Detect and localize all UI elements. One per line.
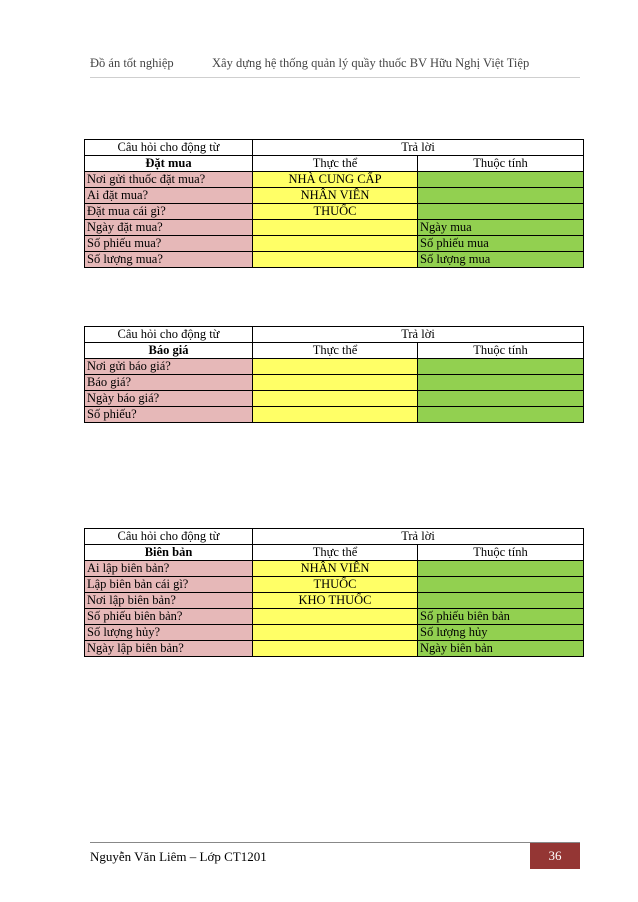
page-number: 36 (530, 843, 580, 869)
attribute-cell (418, 359, 584, 375)
entity-cell: NHÀ CUNG CẤP (253, 172, 418, 188)
attribute-cell: Ngày biên bản (418, 641, 584, 657)
attribute-cell (418, 577, 584, 593)
verb-table-bien-ban (84, 528, 584, 657)
table-row (85, 625, 584, 641)
attribute-cell (418, 593, 584, 609)
entity-cell: THUỐC (253, 204, 418, 220)
entity-cell (253, 609, 418, 625)
table-row (85, 593, 584, 609)
attribute-header: Thuộc tính (418, 545, 584, 561)
table-row (85, 252, 584, 268)
entity-cell (253, 252, 418, 268)
entity-header: Thực thể (253, 343, 418, 359)
question-cell: Ngày báo giá? (85, 391, 253, 407)
entity-cell: NHÂN VIÊN (253, 561, 418, 577)
entity-cell (253, 391, 418, 407)
attribute-cell: Số phiếu biên bản (418, 609, 584, 625)
attribute-cell: Số lượng mua (418, 252, 584, 268)
question-cell: Ngày lập biên bản? (85, 641, 253, 657)
entity-header: Thực thể (253, 156, 418, 172)
table-row (85, 407, 584, 423)
entity-cell (253, 641, 418, 657)
answer-header: Trả lời (253, 529, 584, 545)
attribute-cell (418, 375, 584, 391)
table-row (85, 220, 584, 236)
verb-label: Biên bản (85, 545, 253, 561)
verb-label: Báo giá (85, 343, 253, 359)
table-row (85, 236, 584, 252)
answer-header: Trả lời (253, 327, 584, 343)
header-right-title: Xây dựng hệ thống quản lý quầy thuốc BV Hữu Nghị Việt Tiệp (212, 56, 530, 70)
table-row (85, 188, 584, 204)
question-cell: Ngày đặt mua? (85, 220, 253, 236)
attribute-cell (418, 561, 584, 577)
entity-cell: THUỐC (253, 577, 418, 593)
question-cell: Lập biên bản cái gì? (85, 577, 253, 593)
attribute-cell: Ngày mua (418, 220, 584, 236)
entity-cell (253, 625, 418, 641)
footer-author: Nguyễn Văn Liêm – Lớp CT1201 (90, 849, 267, 864)
table-row (85, 561, 584, 577)
attribute-cell (418, 188, 584, 204)
table-row (85, 204, 584, 220)
question-cell: Đặt mua cái gì? (85, 204, 253, 220)
table-row (85, 172, 584, 188)
entity-cell: NHÂN VIÊN (253, 188, 418, 204)
question-cell: Báo giá? (85, 375, 253, 391)
entity-cell (253, 220, 418, 236)
entity-cell (253, 407, 418, 423)
table-row (85, 609, 584, 625)
entity-cell (253, 359, 418, 375)
verb-table-bao-gia (84, 326, 584, 423)
table-row (85, 359, 584, 375)
attribute-cell (418, 172, 584, 188)
question-cell: Ai lập biên bản? (85, 561, 253, 577)
answer-header: Trả lời (253, 140, 584, 156)
question-cell: Số lượng hủy? (85, 625, 253, 641)
question-header: Câu hỏi cho động từ (85, 327, 253, 343)
entity-header: Thực thể (253, 545, 418, 561)
question-cell: Nơi gửi thuốc đặt mua? (85, 172, 253, 188)
table-row (85, 577, 584, 593)
attribute-cell (418, 204, 584, 220)
attribute-header: Thuộc tính (418, 343, 584, 359)
table-row (85, 391, 584, 407)
question-cell: Số phiếu? (85, 407, 253, 423)
table-row (85, 375, 584, 391)
question-cell: Số phiếu mua? (85, 236, 253, 252)
attribute-cell (418, 391, 584, 407)
attribute-cell (418, 407, 584, 423)
attribute-cell: Số phiếu mua (418, 236, 584, 252)
attribute-header: Thuộc tính (418, 156, 584, 172)
question-header: Câu hỏi cho động từ (85, 529, 253, 545)
verb-label: Đặt mua (85, 156, 253, 172)
header-left-title: Đồ án tốt nghiệp (90, 56, 174, 70)
entity-cell (253, 236, 418, 252)
verb-table-dat-mua (84, 139, 584, 268)
entity-cell (253, 375, 418, 391)
entity-cell: KHO THUỐC (253, 593, 418, 609)
question-cell: Nơi lập biên bản? (85, 593, 253, 609)
question-cell: Nơi gửi báo giá? (85, 359, 253, 375)
question-cell: Ai đặt mua? (85, 188, 253, 204)
question-cell: Số phiếu biên bản? (85, 609, 253, 625)
page-header (90, 56, 580, 78)
attribute-cell: Số lượng hủy (418, 625, 584, 641)
question-header: Câu hỏi cho động từ (85, 140, 253, 156)
page-footer (90, 842, 580, 869)
table-row (85, 641, 584, 657)
question-cell: Số lượng mua? (85, 252, 253, 268)
